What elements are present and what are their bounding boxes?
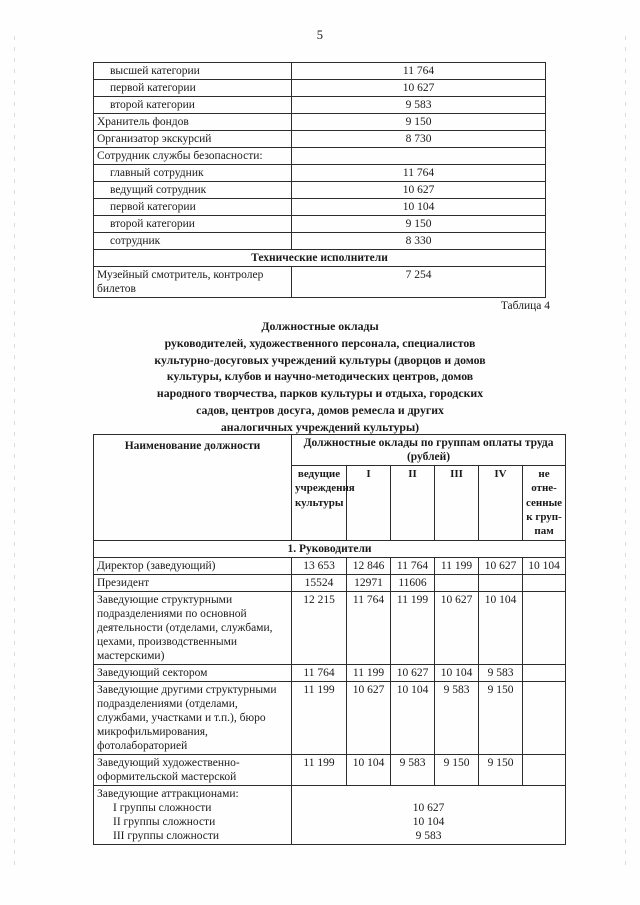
salary-value: 9 583: [479, 664, 523, 681]
salary-value: 11 764: [391, 557, 435, 574]
caption-line: аналогичных учреждений культуры): [220, 419, 420, 434]
table-row: [94, 557, 566, 574]
salary-value: 11 199: [435, 557, 479, 574]
salary-value: 10 627: [292, 182, 546, 199]
attractions-values-spacer: [295, 787, 562, 801]
attractions-header-label: Заведующие аттракционами:: [97, 787, 239, 800]
salary-value: 8 730: [292, 131, 546, 148]
position-label: Директор (заведующий): [94, 557, 292, 574]
position-label: сотрудник: [94, 233, 292, 250]
table-row: [94, 664, 566, 681]
salary-value: 11 199: [391, 591, 435, 664]
table-row: [94, 165, 546, 182]
salary-value: [523, 681, 566, 754]
position-label: главный сотрудник: [94, 165, 292, 182]
salary-value: 9 583: [292, 97, 546, 114]
attractions-group-label: I группы сложности: [113, 801, 212, 814]
attractions-group-label: III группы сложности: [113, 829, 220, 842]
position-label: первой категории: [94, 80, 292, 97]
salary-value: 10 104: [479, 591, 523, 664]
header-group-2: I: [347, 466, 391, 540]
page-margin-mark-left: [14, 36, 15, 869]
position-label: Организатор экскурсий: [94, 131, 292, 148]
caption-line: руководителей, художественного персонала, специалистов: [164, 335, 476, 350]
section-header-label: Технические исполнители: [94, 250, 546, 267]
caption-line: культурно-досуговых учреждений культуры (дворцов и домов: [154, 352, 486, 367]
table-row: [94, 574, 566, 591]
caption-line: народного творчества, парков культуры и отдыха, городских: [156, 386, 484, 400]
table-row: [94, 63, 546, 80]
table-header-row: [94, 435, 566, 466]
header-position-column: Наименование должности: [94, 435, 292, 541]
salary-value: 10 104: [391, 681, 435, 754]
table-row: [94, 182, 546, 199]
salary-value: 9 583: [435, 681, 479, 754]
salary-table-managers: [93, 434, 566, 845]
salary-value: 9 150: [292, 216, 546, 233]
position-label: первой категории: [94, 199, 292, 216]
page-number: 5: [316, 28, 324, 42]
table-row: [94, 754, 566, 785]
position-label: Заведующие структурными подразделениями по основной деятельности (отделами, службами, цехами, производственными мастерскими): [94, 591, 292, 664]
salary-value: 10 627: [479, 557, 523, 574]
salary-value: 10 104: [292, 199, 546, 216]
page-margin-mark-right: [625, 36, 626, 869]
table-row: [94, 80, 546, 97]
table-row: [94, 148, 546, 165]
position-label: второй категории: [94, 216, 292, 233]
caption-line: Должностные оклады: [261, 319, 379, 333]
attractions-values: [292, 785, 566, 844]
position-label: второй категории: [94, 97, 292, 114]
salary-value: 11 764: [292, 63, 546, 80]
salary-value: 11 199: [292, 754, 347, 785]
position-label: Сотрудник службы безопасности:: [94, 148, 292, 165]
table-row: [94, 233, 546, 250]
table-row: [94, 131, 546, 148]
salary-value: 12 215: [292, 591, 347, 664]
table-row: [94, 216, 546, 233]
salary-value: 11 199: [347, 664, 391, 681]
salary-value: 11 764: [347, 591, 391, 664]
salary-value: [523, 664, 566, 681]
salary-value: 7 254: [292, 267, 546, 298]
salary-value: 11 764: [292, 664, 347, 681]
position-label: Президент: [94, 574, 292, 591]
salary-value: 8 330: [292, 233, 546, 250]
salary-value: 11606: [391, 574, 435, 591]
salary-value: 9 583: [415, 829, 442, 842]
attractions-group-label: II группы сложности: [113, 815, 216, 828]
salary-value: 9 150: [292, 114, 546, 131]
salary-value: 10 627: [435, 591, 479, 664]
salary-value: 10 627: [412, 801, 445, 814]
position-label: высшей категории: [94, 63, 292, 80]
caption-line: садов, центров досуга, домов ремесла и других: [196, 402, 444, 417]
salary-value: 9 583: [391, 754, 435, 785]
salary-value: 9 150: [435, 754, 479, 785]
header-salary-groups: [292, 435, 566, 466]
header-group-6: не отне-сенные к груп-пам: [523, 466, 566, 540]
table-label: Таблица 4: [500, 300, 550, 312]
table-row: [94, 785, 566, 844]
table-row: [94, 97, 546, 114]
position-label: Заведующий художественно-оформительской мастерской: [94, 754, 292, 785]
position-label: Заведующий сектором: [94, 664, 292, 681]
salary-value: [292, 148, 546, 165]
header-salary-groups-title: Должностные оклады по группам оплаты труда: [303, 437, 554, 449]
table-row: [94, 591, 566, 664]
salary-value: [435, 574, 479, 591]
table-row: [94, 267, 546, 298]
salary-value: 10 627: [292, 80, 546, 97]
salary-value: 15524: [292, 574, 347, 591]
table-row: [94, 681, 566, 754]
salary-table-continued: [93, 62, 546, 298]
table-row: [94, 114, 546, 131]
salary-value: 9 150: [479, 754, 523, 785]
salary-value: 10 104: [412, 815, 445, 828]
salary-value: 10 627: [347, 681, 391, 754]
section-header-label: 1. Руководители: [94, 540, 566, 557]
salary-value: 9 150: [479, 681, 523, 754]
salary-value: [479, 574, 523, 591]
position-label: Хранитель фондов: [94, 114, 292, 131]
salary-value: 13 653: [292, 557, 347, 574]
section-header-row: [94, 250, 546, 267]
salary-value: 10 627: [391, 664, 435, 681]
header-group-5: IV: [479, 466, 523, 540]
section-header-row: [94, 540, 566, 557]
salary-value: [523, 574, 566, 591]
salary-value: [523, 591, 566, 664]
position-label: Музейный смотритель, контролер билетов: [94, 267, 292, 298]
position-label: Заведующие другими структурными подразделениями (отделами, службами, участками и т.п.), бюро микрофильмирования, фотолабораторией: [94, 681, 292, 754]
salary-value: [523, 754, 566, 785]
caption-line: культуры, клубов и научно-методических центров, домов: [166, 369, 474, 384]
header-group-4: III: [435, 466, 479, 540]
header-group-1: ведущие учреждения культуры: [292, 466, 347, 540]
header-salary-groups-units: (рублей): [406, 451, 451, 464]
salary-value: 10 104: [435, 664, 479, 681]
salary-value: 12971: [347, 574, 391, 591]
attractions-labels: [94, 785, 292, 844]
header-group-3: II: [391, 466, 435, 540]
salary-value: 12 846: [347, 557, 391, 574]
salary-value: 10 104: [347, 754, 391, 785]
position-label: ведущий сотрудник: [94, 182, 292, 199]
salary-value: 10 104: [523, 557, 566, 574]
table-caption: [120, 318, 520, 435]
salary-value: 11 764: [292, 165, 546, 182]
table-row: [94, 199, 546, 216]
salary-value: 11 199: [292, 681, 347, 754]
